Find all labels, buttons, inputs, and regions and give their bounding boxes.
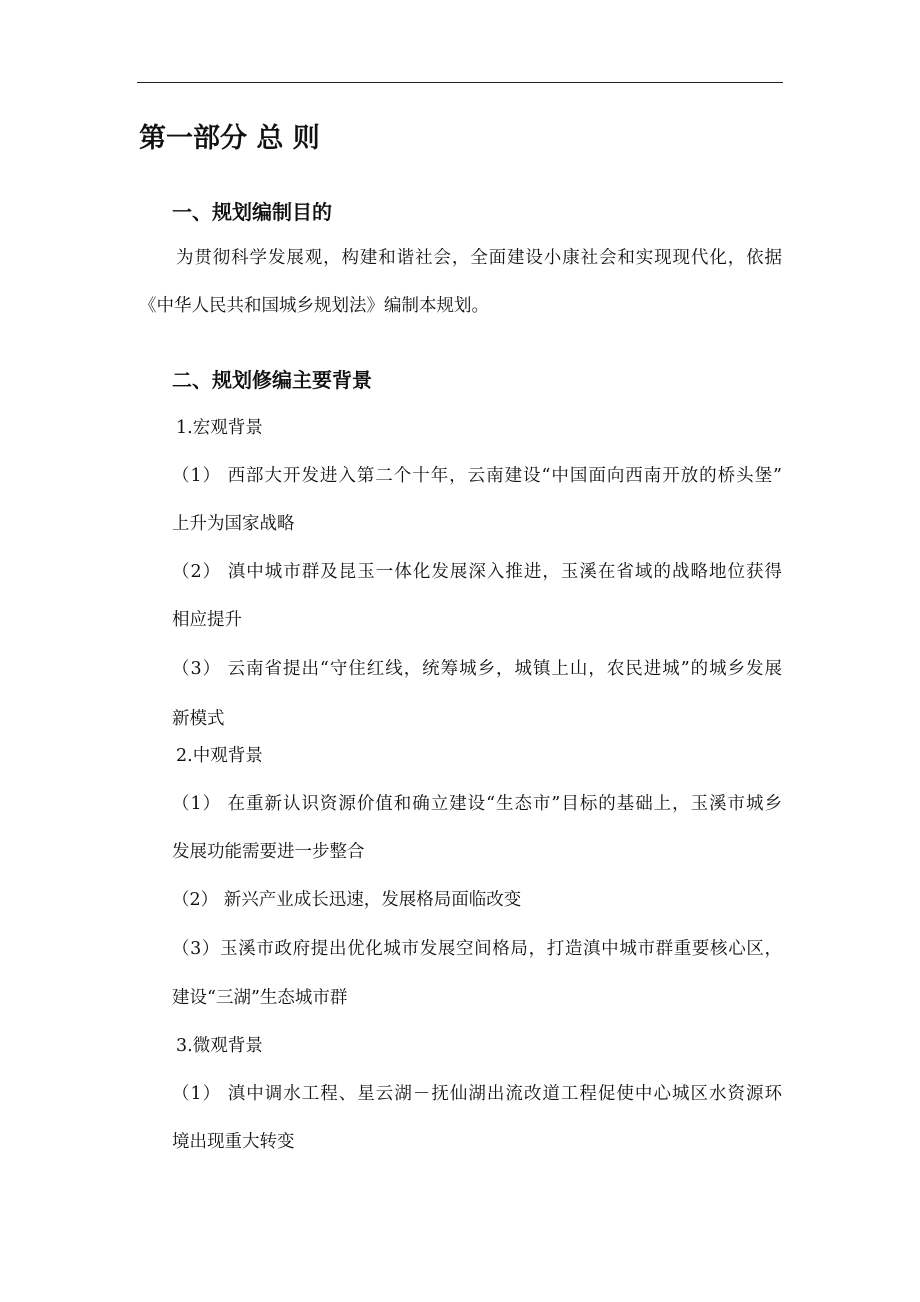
purpose-paragraph-line1: 为贯彻科学发展观，构建和谐社会，全面建设小康社会和实现现代化，依据	[176, 248, 782, 268]
meso-item-3-line1: （3）玉溪市政府提出优化城市发展空间格局，打造滇中城市群重要核心区，	[172, 939, 782, 959]
macro-item-1-line2: 上升为国家战略	[172, 514, 295, 534]
purpose-paragraph-line2: 《中华人民共和国城乡规划法》编制本规划。	[139, 296, 489, 316]
macro-background-title: 1.宏观背景	[176, 418, 263, 438]
micro-item-1-line2: 境出现重大转变	[172, 1132, 295, 1152]
header-rule	[137, 82, 783, 83]
macro-item-3-line1: （3） 云南省提出“守住红线，统筹城乡，城镇上山，农民进城”的城乡发展	[172, 659, 782, 679]
macro-item-1-line1: （1） 西部大开发进入第二个十年，云南建设“中国面向西南开放的桥头堡”	[172, 466, 782, 486]
micro-background-title: 3.微观背景	[176, 1036, 263, 1056]
meso-item-2-line1: （2） 新兴产业成长迅速，发展格局面临改变	[172, 890, 522, 910]
macro-item-3-line2: 新模式	[172, 709, 225, 729]
meso-item-3-line2: 建设“三湖”生态城市群	[172, 988, 348, 1008]
section-heading-background: 二、规划修编主要背景	[172, 368, 372, 392]
micro-item-1-line1: （1） 滇中调水工程、星云湖－抚仙湖出流改道工程促使中心城区水资源环	[172, 1084, 782, 1104]
part-title: 第一部分 总 则	[139, 123, 320, 154]
section-heading-purpose: 一、规划编制目的	[172, 200, 332, 224]
macro-item-2-line1: （2） 滇中城市群及昆玉一体化发展深入推进，玉溪在省域的战略地位获得	[172, 562, 782, 582]
meso-background-title: 2.中观背景	[176, 746, 263, 766]
meso-item-1-line2: 发展功能需要进一步整合	[172, 842, 365, 862]
macro-item-2-line2: 相应提升	[172, 610, 242, 630]
meso-item-1-line1: （1） 在重新认识资源价值和确立建设“生态市”目标的基础上，玉溪市城乡	[172, 794, 782, 814]
